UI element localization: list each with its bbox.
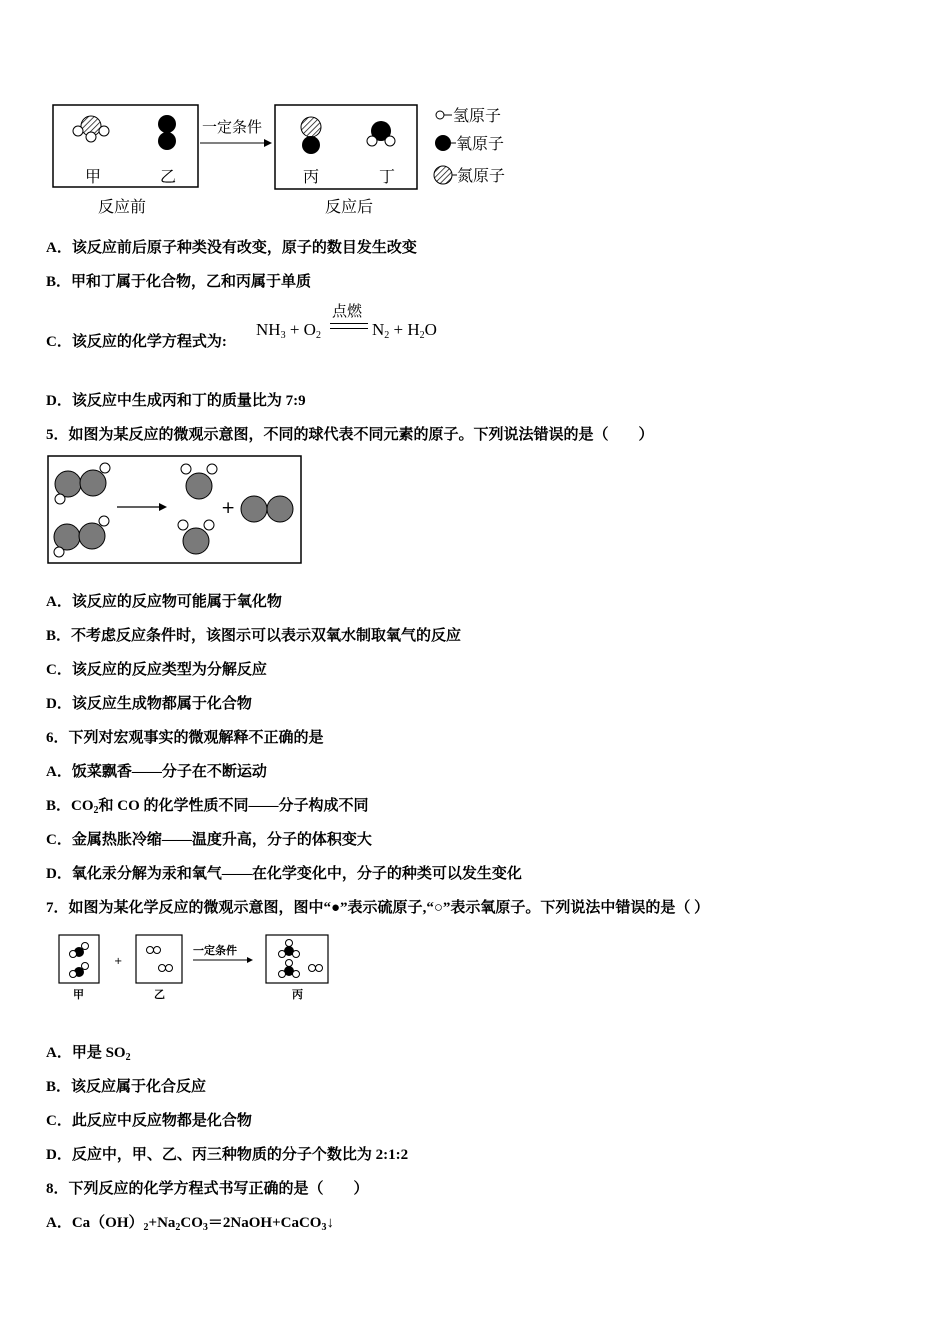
caption-after: 反应后 bbox=[325, 197, 374, 216]
q7-condition: 一定条件 bbox=[193, 944, 237, 957]
after-box bbox=[275, 105, 417, 189]
legend-oxygen-label: 氧原子 bbox=[456, 134, 505, 153]
q8-a-3: CO bbox=[180, 1215, 203, 1231]
legend-oxygen bbox=[435, 134, 504, 153]
q7-a-pre: A．甲是 SO bbox=[46, 1045, 126, 1061]
q8-a-sub1: 2 bbox=[143, 1222, 149, 1233]
q4-equation: $NH_3 + O_2$ 点燃 $N_2 + H_2O$ bbox=[256, 302, 437, 341]
q7-option-d: D．反应中，甲、乙、丙三种物质的分子个数比为 2:1:2 bbox=[46, 1147, 409, 1163]
reaction-diagram-q5 bbox=[47, 455, 303, 565]
q7-label-yi: 乙 bbox=[154, 988, 165, 1001]
q7-option-b: B．该反应属于化合反应 bbox=[46, 1079, 207, 1095]
legend-nitrogen-label: 氮原子 bbox=[457, 166, 506, 185]
q4-option-b: B．甲和丁属于化合物，乙和丙属于单质 bbox=[46, 274, 312, 290]
q6-b-pre: B．CO bbox=[46, 798, 94, 814]
q8-a-4: ＝2NaOH+CaCO bbox=[207, 1215, 322, 1231]
q8-a-sub4: 3 bbox=[321, 1222, 327, 1233]
q4-option-c-text: C．该反应的化学方程式为: bbox=[46, 334, 227, 350]
legend-hydrogen-label: 氢原子 bbox=[453, 106, 502, 125]
label-bing: 丙 bbox=[303, 167, 320, 186]
q6-b-post: 和 CO 的化学性质不同——分子构成不同 bbox=[98, 798, 369, 814]
q7-a-sub: 2 bbox=[125, 1052, 131, 1063]
q6-option-a: A．饭菜飘香——分子在不断运动 bbox=[46, 764, 267, 780]
q5-option-b: B．不考虑反应条件时，该图示可以表示双氧水制取氧气的反应 bbox=[46, 628, 462, 644]
q7-label-bing: 丙 bbox=[292, 988, 303, 1001]
reaction-diagram-q7 bbox=[56, 930, 336, 1002]
q5-option-c: C．该反应的反应类型为分解反应 bbox=[46, 662, 267, 678]
q5-option-a: A．该反应的反应物可能属于氧化物 bbox=[46, 594, 282, 610]
legend-nitrogen bbox=[434, 166, 505, 185]
q6-option-c: C．金属热胀冷缩——温度升高，分子的体积变大 bbox=[46, 832, 372, 848]
q8-option-a bbox=[46, 1211, 334, 1233]
before-box bbox=[53, 105, 198, 187]
eq-sign bbox=[330, 323, 368, 329]
q7-option-a bbox=[46, 1041, 131, 1063]
eq-condition: 点燃 bbox=[332, 302, 363, 320]
reaction-diagram-q4 bbox=[50, 98, 540, 224]
q8-a-1: A．Ca（OH） bbox=[46, 1215, 144, 1231]
molecule-jia bbox=[73, 116, 109, 142]
q7-option-c: C．此反应中反应物都是化合物 bbox=[46, 1113, 252, 1129]
label-jia: 甲 bbox=[85, 167, 102, 186]
q4-option-d: D．该反应中生成丙和丁的质量比为 7:9 bbox=[46, 393, 306, 409]
q5-option-d: D．该反应生成物都属于化合物 bbox=[46, 696, 252, 712]
molecule-yi bbox=[158, 115, 176, 150]
legend-hydrogen bbox=[436, 106, 501, 125]
q7-label-jia: 甲 bbox=[73, 988, 84, 1001]
molecule-ding bbox=[367, 121, 395, 146]
molecule-bing bbox=[301, 117, 321, 154]
q8-a-2: +Na bbox=[148, 1215, 176, 1231]
plus-sign: + bbox=[221, 498, 236, 518]
q7-plus-1: + bbox=[114, 956, 123, 967]
q7-stem: 7．如图为某化学反应的微观示意图，图中“●”表示硫原子,“○”表示氧原子。下列说法中错误的是（ ） bbox=[46, 900, 710, 916]
condition-label: 一定条件 bbox=[202, 118, 263, 136]
label-ding: 丁 bbox=[379, 167, 396, 186]
label-yi: 乙 bbox=[160, 167, 177, 186]
q5-stem: 5．如图为某反应的微观示意图，不同的球代表不同元素的原子。下列说法错误的是（ ） bbox=[46, 427, 654, 443]
q6-b-sub: 2 bbox=[93, 805, 99, 816]
precipitate-arrow: ↓ bbox=[326, 1215, 334, 1231]
q8-stem: 8．下列反应的化学方程式书写正确的是（ ） bbox=[46, 1181, 369, 1197]
q8-a-sub3: 3 bbox=[202, 1222, 208, 1233]
q4-option-c bbox=[46, 330, 227, 351]
q6-stem: 6．下列对宏观事实的微观解释不正确的是 bbox=[46, 730, 324, 746]
caption-before: 反应前 bbox=[98, 197, 147, 216]
q8-a-sub2: 2 bbox=[175, 1222, 181, 1233]
q6-option-b bbox=[46, 794, 369, 816]
q4-option-a: A．该反应前后原子种类没有改变，原子的数目发生改变 bbox=[46, 240, 417, 256]
q6-option-d: D．氧化汞分解为汞和氧气——在化学变化中，分子的种类可以发生变化 bbox=[46, 866, 522, 882]
